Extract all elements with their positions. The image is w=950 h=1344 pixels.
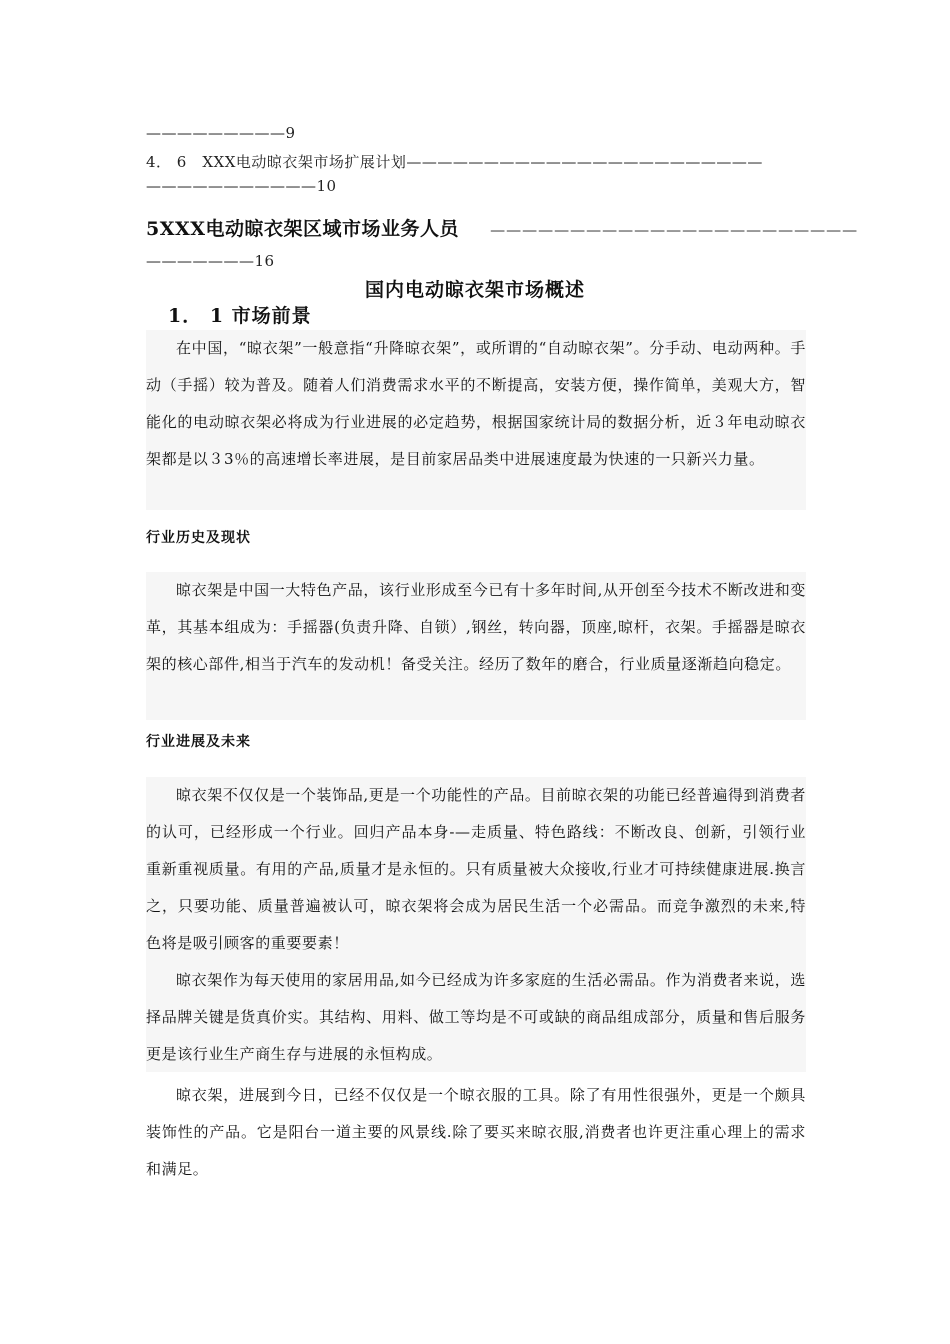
subheading-history: 行业历史及现状 — [146, 530, 251, 546]
toc-entry-4-6[interactable]: 4． 6 XXX电动晾衣架市场扩展计划——————————————————————— — [146, 153, 763, 171]
paragraph-market-outlook-block — [146, 330, 806, 510]
paragraph-future-block — [146, 777, 806, 1072]
paragraph-market-outlook: 在中国，“晾衣架”一般意指“升降晾衣架”，或所谓的“自动晾衣架”。分手动、电动两种。手动（手摇）较为普及。随着人们消费需求水平的不断提高，安装方便，操作简单，美观大方，智能化的电动晾衣架必将成为行业进展的必定趋势，根据国家统计局的数据分析，近３年电动晾衣架都是以３3％的高速增长率进展，是目前家居品类中进展速度最为快速的一只新兴力量。 — [146, 339, 806, 468]
paragraph-history-block — [146, 572, 806, 720]
toc-entry-5-dashes: ——————————————————————— — [490, 221, 859, 239]
paragraph-necessity: 晾衣架作为每天使用的家居用品,如今已经成为许多家庭的生活必需品。作为消费者来说，选择品牌关键是货真价实。其结构、用料、做工等均是不可或缺的商品组成部分，质量和售后服务更是该行业生产商生存与进展的永恒构成。 — [146, 971, 806, 1063]
toc-entry-5-page: ———————16 — [146, 252, 275, 270]
section-heading-1-1: 1． 1 市场前景 — [168, 305, 312, 327]
toc-entry-5-title: 5XXX电动晾衣架区域市场业务人员 — [146, 218, 459, 240]
paragraph-decorative: 晾衣架，进展到今日，已经不仅仅是一个晾衣服的工具。除了有用性很强外，更是一个颇具装饰性的产品。它是阳台一道主要的风景线.除了要买来晾衣服,消费者也许更注重心理上的需求和满足。 — [146, 1086, 806, 1178]
toc-entry-5[interactable] — [146, 214, 858, 241]
paragraph-history: 晾衣架是中国一大特色产品，该行业形成至今已有十多年时间,从开创至今技术不断改进和变革，其基本组成为：手摇器(负责升降、自锁）,钢丝，转向器，顶座,晾杆，衣架。手摇器是晾衣架的核心部件,相当于汽车的发动机！备受关注。经历了数年的磨合，行业质量逐渐趋向稳定。 — [146, 581, 806, 673]
paragraph-future: 晾衣架不仅仅是一个装饰品,更是一个功能性的产品。目前晾衣架的功能已经普遍得到消费者的认可，已经形成一个行业。回归产品本身-—走质量、特色路线：不断改良、创新，引领行业重新重视质量。有用的产品,质量才是永恒的。只有质量被大众接收,行业才可持续健康进展.换言之，只要功能、质量普遍被认可，晾衣架将会成为居民生活一个必需品。而竞争激烈的未来,特色将是吸引顾客的重要要素！ — [146, 786, 806, 952]
toc-entry-4-6-page: ———————————10 — [146, 177, 337, 195]
document-title: 国内电动晾衣架市场概述 — [364, 279, 585, 301]
paragraph-decorative-block — [146, 1077, 806, 1188]
toc-line-continuation: —————————9 — [146, 124, 296, 142]
subheading-future: 行业进展及未来 — [146, 734, 251, 750]
